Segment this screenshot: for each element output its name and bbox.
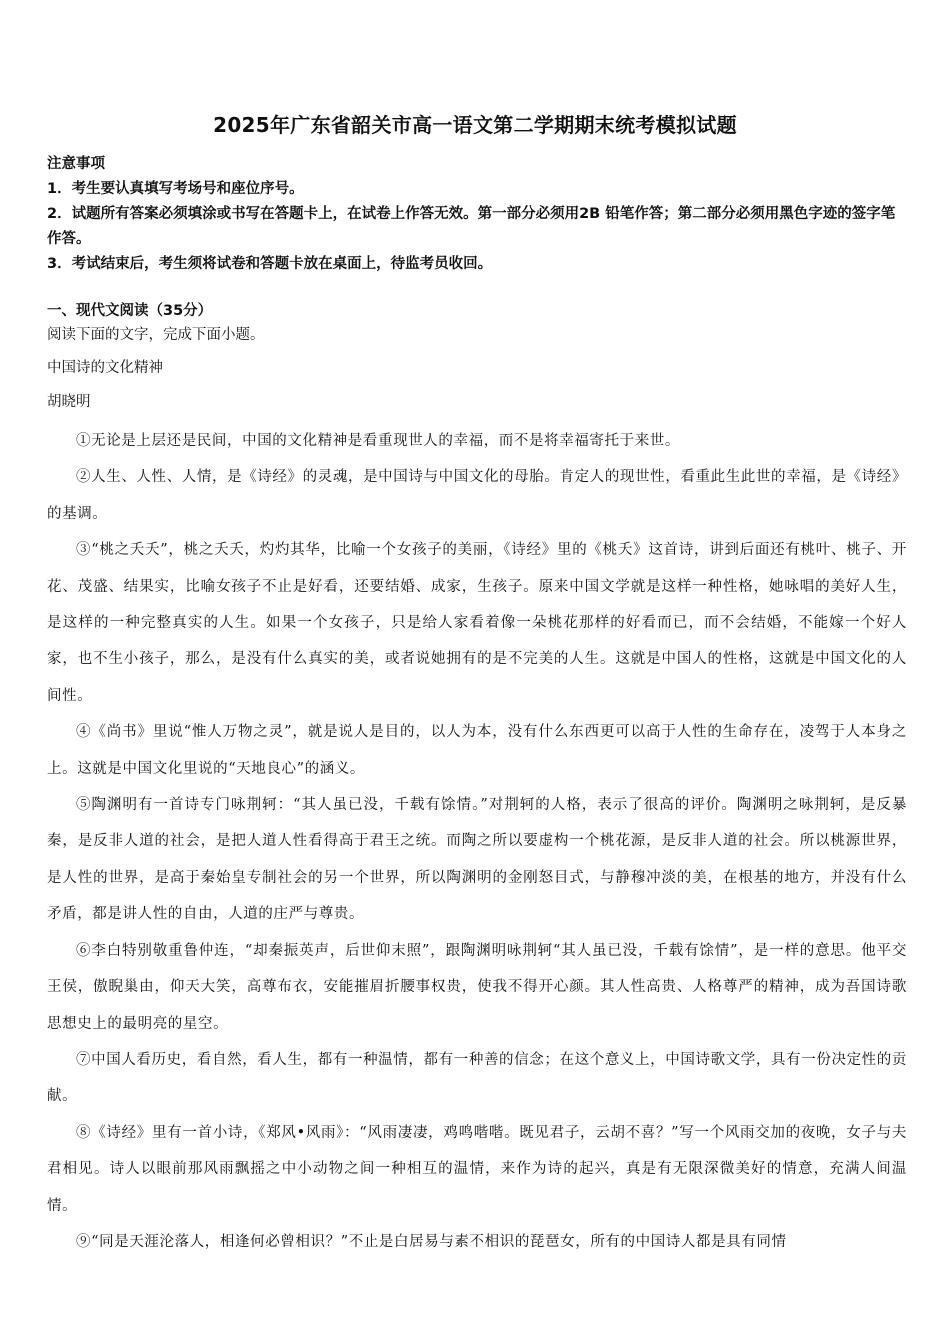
article-body <box>47 423 907 1260</box>
notice-item-1: 1．考生要认真填写考场号和座位序号。 <box>47 181 304 197</box>
notice-item-3: 3．考试结束后，考生须将试卷和答题卡放在桌面上，待监考员收回。 <box>47 256 493 272</box>
paragraph-4: ④《尚书》里说“惟人万物之灵”，就是说人是目的，以人为本，没有什么东西更可以高于人性的生命存在，凌驾于人本身之上。这就是中国文化里说的“天地良心”的涵义。 <box>47 724 907 777</box>
article-title: 中国诗的文化精神 <box>47 360 163 376</box>
notice-heading: 注意事项 <box>47 156 105 172</box>
paragraph-1: ①无论是上层还是民间，中国的文化精神是看重现世人的幸福，而不是将幸福寄托于来世。 <box>76 433 680 449</box>
exam-title: 2025年广东省韶关市高一语文第二学期期末统考模拟试题 <box>213 113 737 137</box>
article-author: 胡晓明 <box>47 394 91 410</box>
notice-block <box>47 152 907 277</box>
paragraph-6: ⑥李白特别敬重鲁仲连，“却秦振英声，后世仰末照”，跟陶渊明咏荆轲“其人虽已没，千载有馀情”，是一样的意思。他平交王侯，傲睨巢由，仰天大笑，高尊布衣，安能摧眉折腰事权贵，使我不得开心颜。其人性高贵、人格尊严的精神，成为吾国诗歌思想史上的最明亮的星空。 <box>47 942 907 1032</box>
reading-instruction: 阅读下面的文字，完成下面小题。 <box>47 327 265 343</box>
notice-item-2: 2．试题所有答案必须填涂或书写在答题卡上，在试卷上作答无效。第一部分必须用2B 铅笔作答；第二部分必须用黑色字迹的签字笔作答。 <box>47 206 896 247</box>
section-heading: 一、现代文阅读（35分） <box>47 303 213 319</box>
paragraph-8: ⑧《诗经》里有一首小诗，《郑风•风雨》：“风雨凄凄，鸡鸣喈喈。既见君子，云胡不喜？”写一个风雨交加的夜晚，女子与夫君相见。诗人以眼前那风雨飘摇之中小动物之间一种相互的温情，来作为诗的起兴，真是有无限深微美好的情意，充满人间温情。 <box>47 1124 907 1214</box>
paragraph-7: ⑦中国人看历史，看自然，看人生，都有一种温情，都有一种善的信念；在这个意义上，中国诗歌文学，具有一份决定性的贡献。 <box>47 1051 907 1105</box>
paragraph-2: ②人生、人性、人情，是《诗经》的灵魂，是中国诗与中国文化的母胎。肯定人的现世性，看重此生此世的幸福，是《诗经》的基调。 <box>47 469 907 522</box>
paragraph-9: ⑨“同是天涯沦落人，相逢何必曾相识？”不止是白居易与素不相识的琵琶女，所有的中国诗人都是具有同情 <box>76 1233 787 1250</box>
paragraph-3: ③“桃之夭夭”，桃之夭夭，灼灼其华，比喻一个女孩子的美丽，《诗经》里的《桃夭》这首诗，讲到后面还有桃叶、桃子、开花、茂盛、结果实，比喻女孩子不止是好看，还要结婚、成家，生孩子。原来中国文学就是这样一种性格，她咏唱的美好人生，是这样的一种完整真实的人生。如果一个女孩子，只是给人家看着像一朵桃花那样的好看而已，而不会结婚，不能嫁一个好人家，也不生小孩子，那么，是没有什么真实的美，或者说她拥有的是不完美的人生。这就是中国人的性格，这就是中国文化的人间性。 <box>47 542 907 704</box>
paragraph-5: ⑤陶渊明有一首诗专门咏荆轲：“其人虽已没，千载有馀情。”对荆轲的人格，表示了很高的评价。陶渊明之咏荆轲，是反暴秦，是反非人道的社会，是把人道人性看得高于君王之统。而陶之所以要虚构一个桃花源，是反非人道的社会。所以桃源世界，是人性的世界，是高于秦始皇专制社会的另一个世界，所以陶渊明的金刚怒目式，与静穆冲淡的美，在根基的地方，并没有什么矛盾，都是讲人性的自由，人道的庄严与尊贵。 <box>47 797 907 923</box>
